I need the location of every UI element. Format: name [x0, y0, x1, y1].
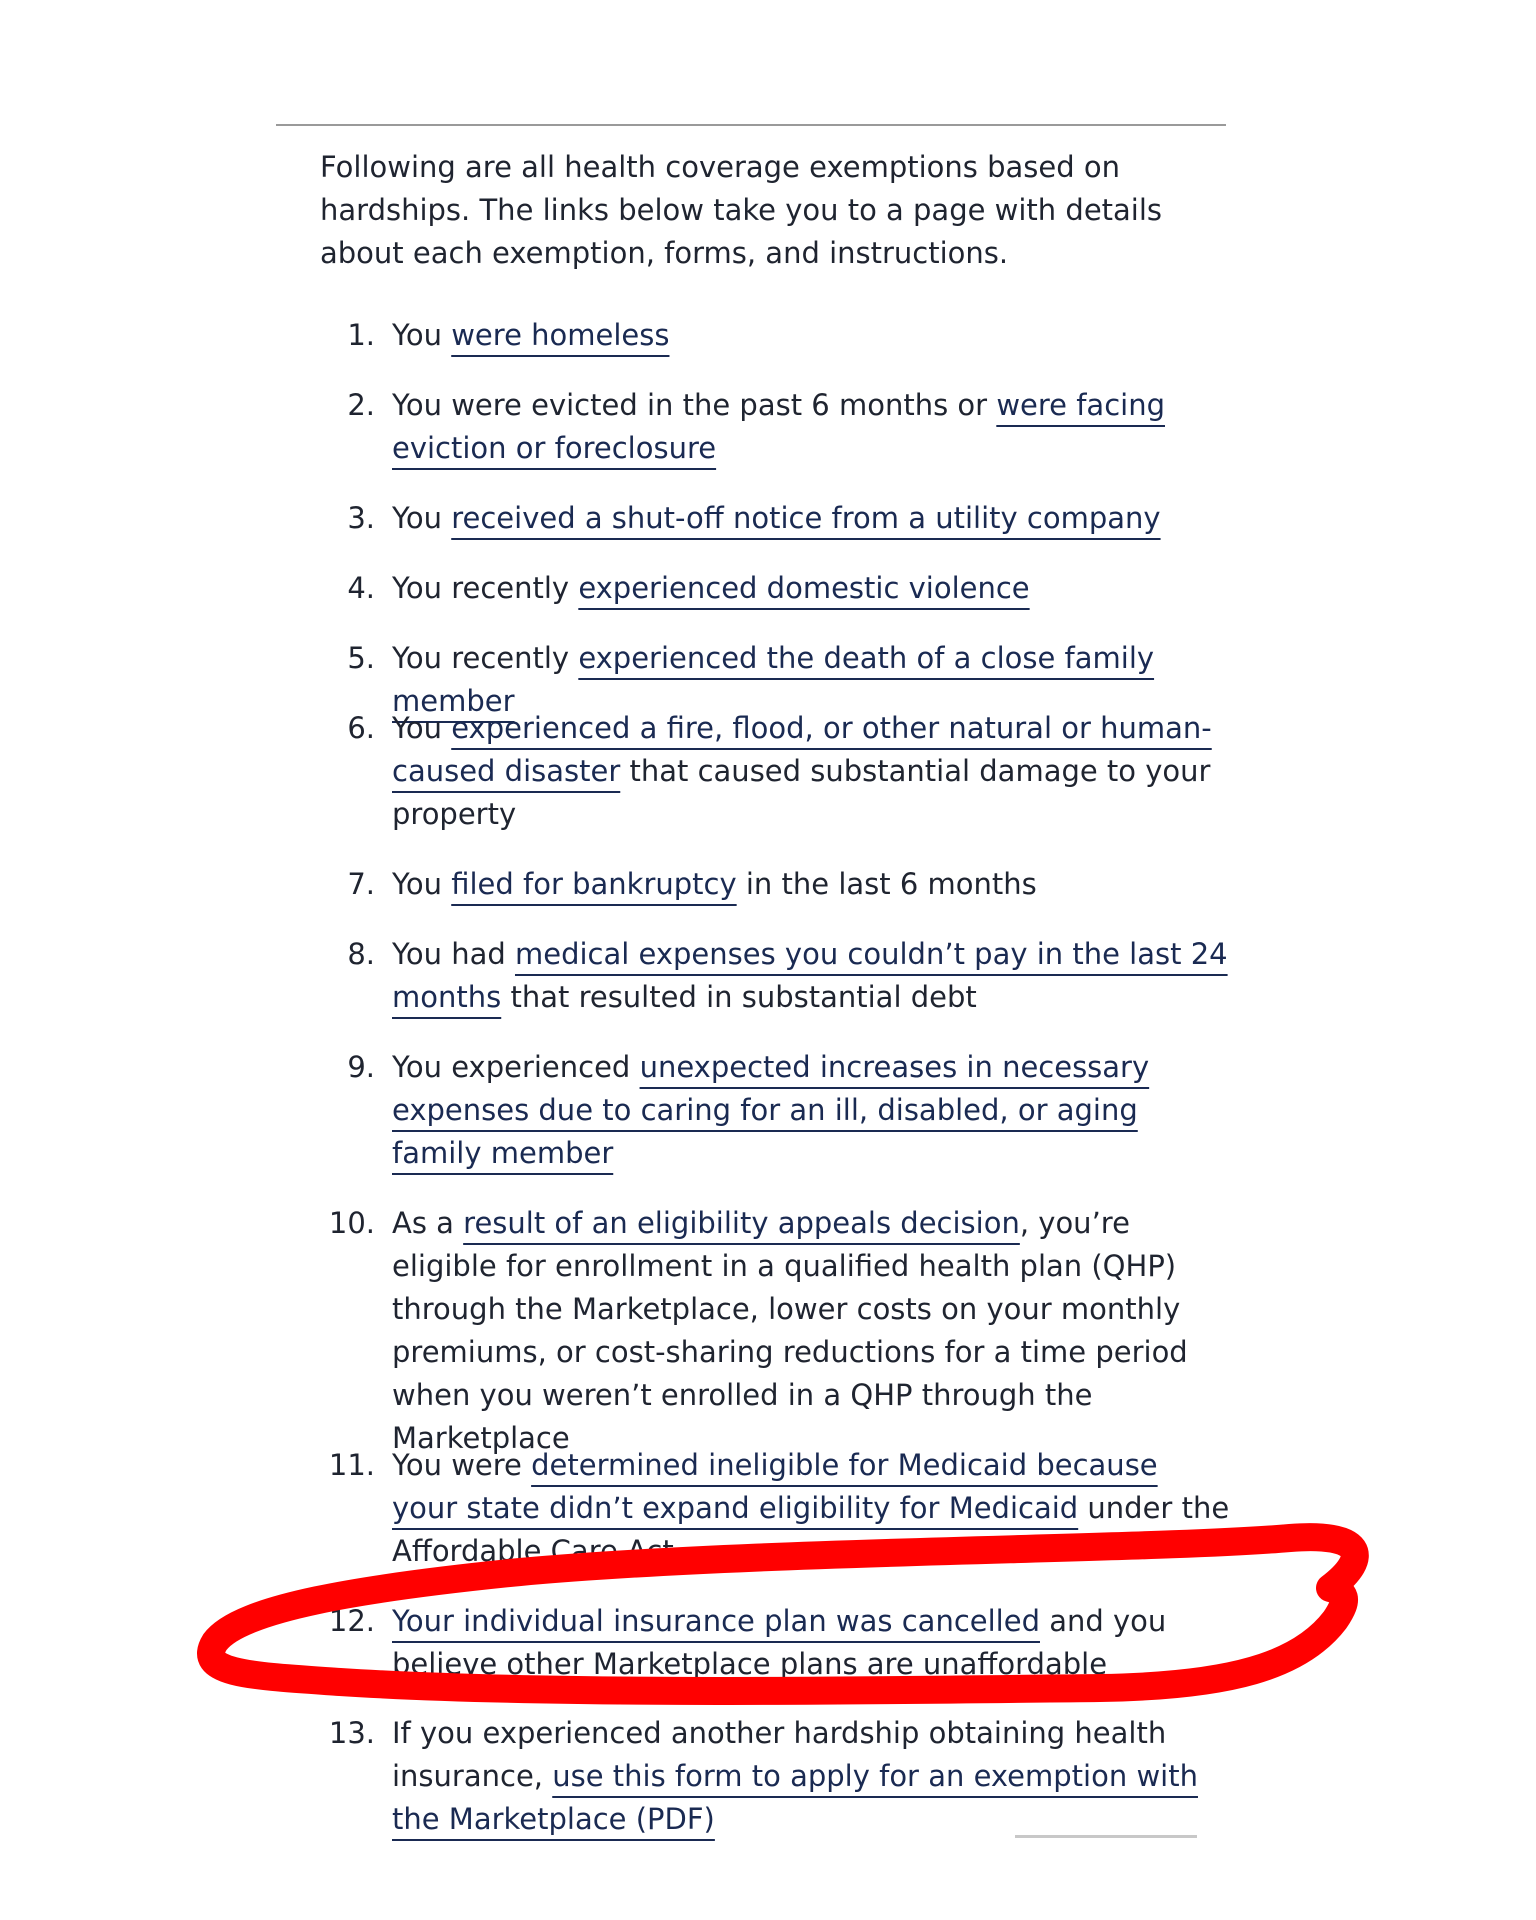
link-disaster[interactable]: experienced a fire, flood, or other natural or human-caused disaster [392, 711, 1212, 788]
item-text: You were homeless [392, 318, 670, 352]
item-number: 9. [347, 1050, 375, 1084]
item-number: 4. [347, 571, 375, 605]
item-text: As a result of an eligibility appeals decision, you’re eligible for enrollment in a qualified health plan (QHP) through the Marketplace, lower costs on your monthly premiums, or cost-sharing reductions for a time period when you weren’t enrolled in a QHP through the Marketplace [392, 1206, 1188, 1455]
link-domestic-violence[interactable]: experienced domestic violence [578, 571, 1030, 605]
intro-paragraph: Following are all health coverage exemptions based on hardships. The links below take you to a page with details about each exemption, forms, and instructions. [320, 150, 1163, 270]
item-text: You recently experienced domestic violence [392, 571, 1030, 605]
link-bankruptcy[interactable]: filed for bankruptcy [451, 867, 737, 901]
item-text: Your individual insurance plan was cancelled and you believe other Marketplace plans are unaffordable [392, 1604, 1167, 1681]
item-number: 12. [328, 1604, 375, 1638]
link-homeless[interactable]: were homeless [451, 318, 670, 352]
item-text: You experienced a fire, flood, or other natural or human-caused disaster that caused substantial damage to your property [392, 711, 1212, 831]
item-text: You recently experienced the death of a close family member [392, 641, 1155, 718]
item-number: 7. [347, 867, 375, 901]
link-shutoff-notice[interactable]: received a shut-off notice from a utility company [451, 501, 1161, 535]
link-medical-expenses[interactable]: medical expenses you couldn’t pay in the last 24 months [392, 937, 1228, 1014]
item-text: You had medical expenses you couldn’t pay in the last 24 months that resulted in substantial debt [392, 937, 1228, 1014]
top-divider [276, 124, 1226, 126]
item-number: 1. [347, 318, 375, 352]
item-number: 2. [347, 388, 375, 422]
item-text: You filed for bankruptcy in the last 6 months [392, 867, 1037, 901]
item-number: 8. [347, 937, 375, 971]
bottom-divider [1015, 1835, 1197, 1838]
item-text: You received a shut-off notice from a utility company [392, 501, 1161, 535]
item-number: 13. [328, 1716, 375, 1750]
item-text: If you experienced another hardship obtaining health insurance, use this form to apply for an exemption with the Marketplace (PDF) [392, 1716, 1198, 1836]
link-medicaid-ineligible[interactable]: determined ineligible for Medicaid because your state didn’t expand eligibility for Medicaid [392, 1448, 1158, 1525]
item-number: 11. [328, 1448, 375, 1482]
link-appeals-decision[interactable]: result of an eligibility appeals decision [463, 1206, 1020, 1240]
item-number: 3. [347, 501, 375, 535]
item-number: 6. [347, 711, 375, 745]
item-number: 10. [328, 1206, 375, 1240]
item-text: You were evicted in the past 6 months or were facing eviction or foreclosure [392, 388, 1165, 465]
item-number: 5. [347, 641, 375, 675]
item-text: You experienced unexpected increases in necessary expenses due to caring for an ill, disabled, or aging family member [392, 1050, 1150, 1170]
item-text: You were determined ineligible for Medicaid because your state didn’t expand eligibility for Medicaid under the Affordable Care Act [392, 1448, 1230, 1568]
link-death-family-member[interactable]: experienced the death of a close family member [392, 641, 1155, 718]
link-eviction[interactable]: were facing eviction or foreclosure [392, 388, 1165, 465]
link-caregiving-expenses[interactable]: unexpected increases in necessary expenses due to caring for an ill, disabled, or aging family member [392, 1050, 1150, 1170]
link-exemption-form-pdf[interactable]: use this form to apply for an exemption with the Marketplace (PDF) [392, 1759, 1198, 1836]
link-plan-cancelled[interactable]: Your individual insurance plan was cancelled [392, 1604, 1040, 1638]
